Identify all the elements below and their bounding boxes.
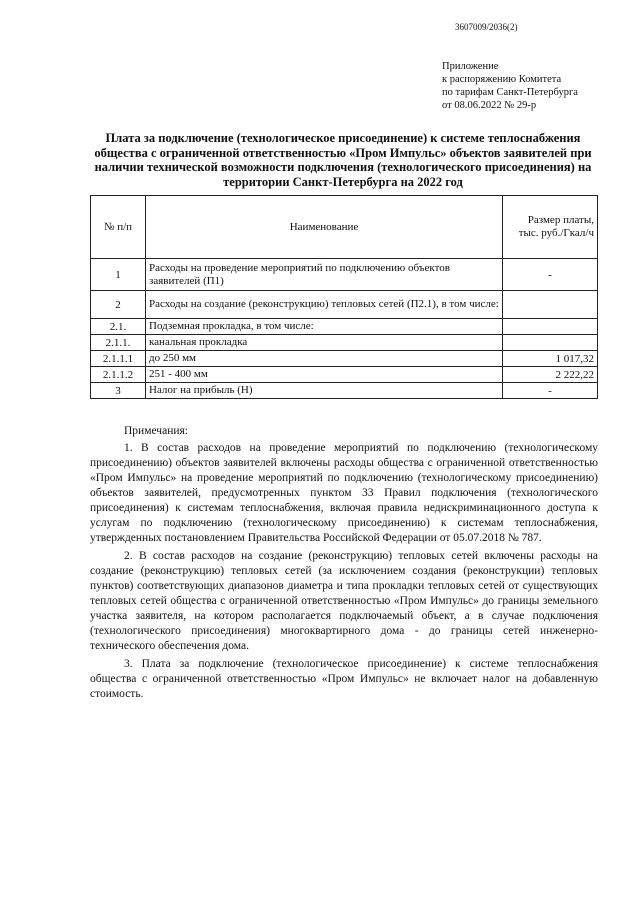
header-name: Наименование	[146, 196, 503, 259]
row-number: 2.1.1.2	[91, 367, 146, 383]
row-number: 2	[91, 291, 146, 319]
row-value: -	[503, 383, 598, 399]
row-value	[503, 319, 598, 335]
notes-title: Примечания:	[124, 425, 188, 437]
table-row	[91, 319, 598, 335]
appendix-line: к распоряжению Комитета	[442, 74, 562, 85]
document-number: 3607009/2036(2)	[455, 22, 518, 32]
notes-section	[90, 424, 598, 705]
row-number: 2.1.1.1	[91, 351, 146, 367]
note-paragraph: 1. В состав расходов на проведение мероприятий по подключению (технологическому присоединению) объектов заявителей включены расходы общества с ограниченной ответственностью «Пром Импульс» на проведение мероприятий по подключению (технологическому присоединению) объектов заявителей, предусмотренных пунктом 33 Правил подключения (технологического присоединения) к системам теплоснабжения, включая правила недискриминационного доступа к услугам по подключению (технологическому присоединению) к системам теплоснабжения, утвержденных постановлением Правительства Российской Федерации от 05.07.2018 № 787.	[90, 442, 598, 544]
table-row	[91, 259, 598, 291]
table-header-row	[91, 196, 598, 259]
table-row	[91, 335, 598, 351]
appendix-line: по тарифам Санкт-Петербурга	[442, 87, 578, 98]
header-fee-size: Размер платы, тыс. руб./Гкал/ч	[503, 196, 598, 259]
appendix-line: от 08.06.2022 № 29-р	[442, 100, 537, 111]
row-name: до 250 мм	[146, 351, 503, 367]
header-number: № п/п	[91, 196, 146, 259]
row-value: -	[503, 259, 598, 291]
table-row	[91, 351, 598, 367]
row-number: 1	[91, 259, 146, 291]
row-value	[503, 335, 598, 351]
row-value	[503, 291, 598, 319]
appendix-block	[442, 60, 578, 112]
table-row	[91, 383, 598, 399]
row-name: Налог на прибыль (Н)	[146, 383, 503, 399]
row-number: 2.1.	[91, 319, 146, 335]
document-title: Плата за подключение (технологическое присоединение) к системе теплоснабжения общества с ограниченной ответственностью «Пром Импульс» объектов заявителей при наличии технической возможности подключения (технологического присоединения) на территории Санкт-Петербурга на 2022 год	[94, 131, 592, 189]
row-value: 1 017,32	[503, 351, 598, 367]
note-paragraph: 2. В состав расходов на создание (реконструкцию) тепловых сетей включены расходы на создание (реконструкцию) тепловых сетей (за исключением создания (реконструкции) тепловых пунктов) соответствующих диапазонов диаметра и типа прокладки тепловых сетей от существующих тепловых сетей общества с ограниченной ответственностью «Пром Импульс» до границы земельного участка заявителя, на котором располагается подключаемый объект, а в случае подключения (технологического присоединения) многоквартирного дома - до границы сетей инженерно-технического обеспечения дома.	[90, 550, 598, 652]
row-value: 2 222,22	[503, 367, 598, 383]
row-name: 251 - 400 мм	[146, 367, 503, 383]
tariff-table	[90, 195, 598, 399]
row-name: Расходы на проведение мероприятий по подключению объектов заявителей (П1)	[146, 259, 503, 291]
note-paragraph: 3. Плата за подключение (технологическое присоединение) к системе теплоснабжения общества с ограниченной ответственностью «Пром Импульс» не включает налог на добавленную стоимость.	[90, 658, 598, 700]
row-number: 3	[91, 383, 146, 399]
row-number: 2.1.1.	[91, 335, 146, 351]
row-name: Расходы на создание (реконструкцию) тепловых сетей (П2.1), в том числе:	[146, 291, 503, 319]
appendix-line: Приложение	[442, 61, 499, 72]
row-name: Подземная прокладка, в том числе:	[146, 319, 503, 335]
table-row	[91, 291, 598, 319]
table-row	[91, 367, 598, 383]
row-name: канальная прокладка	[146, 335, 503, 351]
